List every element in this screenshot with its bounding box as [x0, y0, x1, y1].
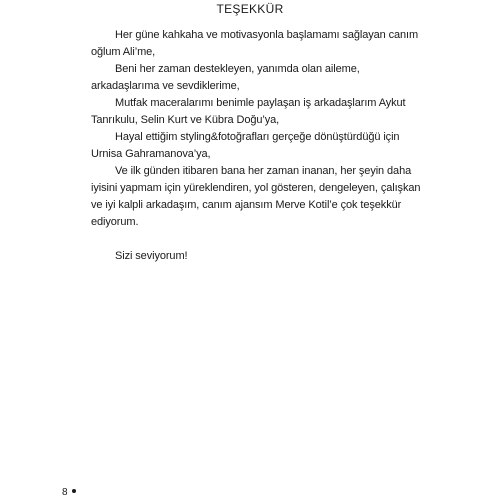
paragraph-stylist: Hayal ettiğim styling&fotoğrafları gerçeğe dönüştürdüğü için Urnisa Gahramanova’ya, — [91, 131, 400, 160]
bullet-icon — [72, 489, 76, 493]
paragraph-son: Her güne kahkaha ve motivasyonla başlamamı sağlayan canım oğlum Ali’me, — [91, 29, 419, 58]
acknowledgements-body — [91, 27, 431, 265]
paragraph-closing: Sizi seviyorum! — [115, 250, 188, 262]
paragraph-agency: Ve ilk günden itibaren bana her zaman inanan, her şeyin daha iyisini yapmam için yüreklendiren, yol gösteren, dengeleyen, çalışkan ve iyi kalpli arkadaşım, canım ajansım Merve Kotil’e çok teşekkür ediyorum. — [91, 165, 421, 228]
page-footer — [62, 487, 76, 499]
page-title: TEŞEKKÜR — [216, 2, 284, 16]
paragraph-family: Beni her zaman destekleyen, yanımda olan aileme, arkadaşlarıma ve sevdiklerime, — [91, 63, 360, 92]
page-number: 8 — [62, 487, 68, 498]
paragraph-colleagues: Mutfak maceralarımı benimle paylaşan iş arkadaşlarım Aykut Tanrıkulu, Selin Kurt ve Kübra Doğu’ya, — [91, 97, 406, 126]
